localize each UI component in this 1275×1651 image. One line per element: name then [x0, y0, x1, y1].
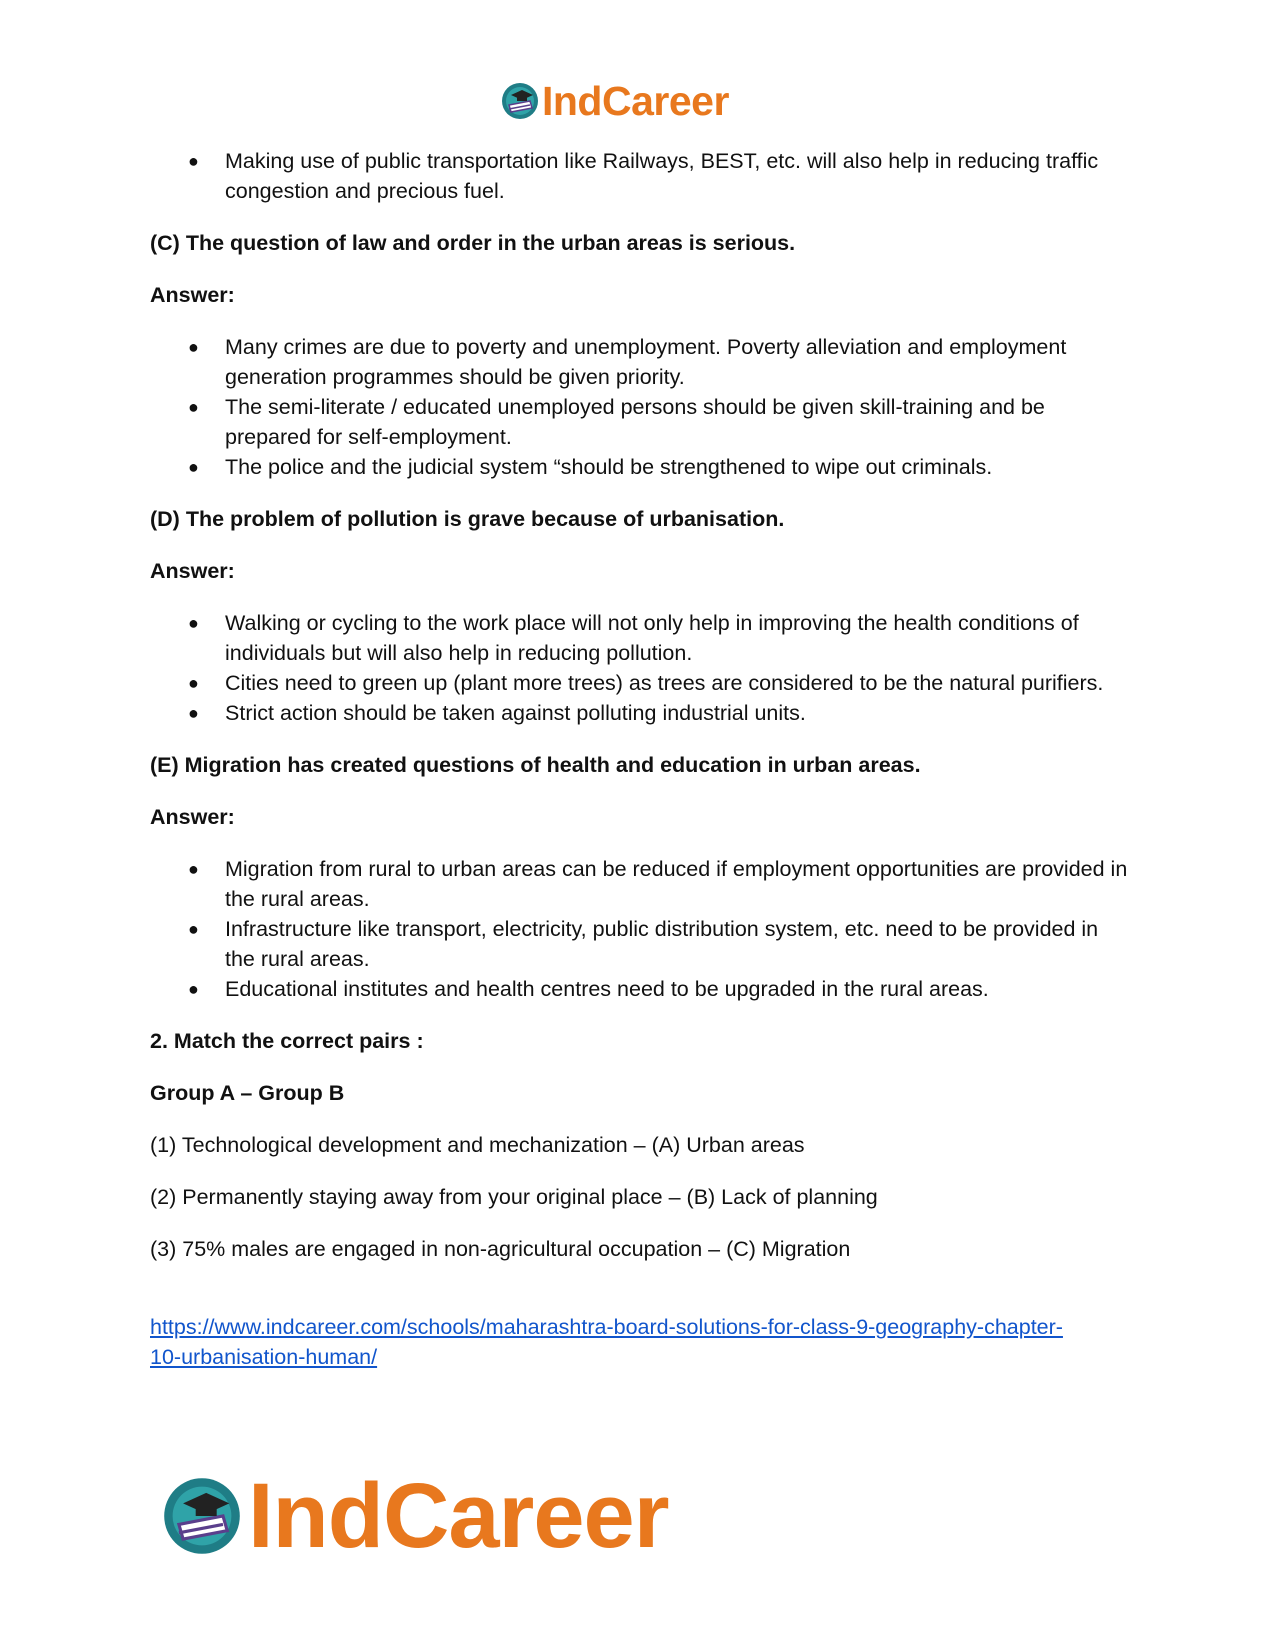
list-item: ● Making use of public transportation like Railways, BEST, etc. will also help in reducing traffic congestion and precious fuel. [150, 146, 1130, 206]
source-link[interactable] [150, 1312, 1135, 1372]
bullet-icon: ● [188, 703, 199, 723]
list-item: ● The semi-literate / educated unemployed persons should be given skill-training and be prepared for self-employment. [150, 392, 1130, 452]
answer-label: Answer: [150, 283, 235, 307]
answer-bullet-list [150, 332, 1130, 482]
header-logo [500, 78, 729, 124]
bullet-icon: ● [188, 151, 199, 171]
bullet-icon: ● [188, 673, 199, 693]
list-item: ● Cities need to green up (plant more trees) as trees are considered to be the natural purifiers. [150, 668, 1130, 698]
graduation-book-icon [500, 81, 540, 121]
list-item: ● Walking or cycling to the work place will not only help in improving the health conditions of individuals but will also help in reducing pollution. [150, 608, 1130, 668]
graduation-book-icon [160, 1474, 244, 1558]
group-heading: Group A – Group B [150, 1081, 345, 1105]
match-pair: (3) 75% males are engaged in non-agricultural occupation – (C) Migration [150, 1237, 851, 1261]
question-heading: (C) The question of law and order in the urban areas is serious. [150, 231, 796, 255]
question-heading: (E) Migration has created questions of health and education in urban areas. [150, 753, 921, 777]
answer-bullet-list [150, 608, 1130, 728]
bullet-icon: ● [188, 397, 199, 417]
bullet-icon: ● [188, 979, 199, 999]
source-link-line-1: https://www.indcareer.com/schools/maharashtra-board-solutions-for-class-9-geography-chapter- [150, 1315, 1063, 1339]
list-item: ● Migration from rural to urban areas can be reduced if employment opportunities are provided in the rural areas. [150, 854, 1130, 914]
brand-name: IndCareer [542, 78, 729, 124]
question-heading: (D) The problem of pollution is grave because of urbanisation. [150, 507, 785, 531]
source-link-line-2: 10-urbanisation-human/ [150, 1345, 378, 1369]
list-item: ● Educational institutes and health centres need to be upgraded in the rural areas. [150, 974, 1130, 1004]
bullet-icon: ● [188, 613, 199, 633]
list-item: ● Strict action should be taken against polluting industrial units. [150, 698, 1130, 728]
answer-label: Answer: [150, 805, 235, 829]
bullet-icon: ● [188, 337, 199, 357]
list-item: ● The police and the judicial system “should be strengthened to wipe out criminals. [150, 452, 1130, 482]
bullet-icon: ● [188, 859, 199, 879]
bullet-icon: ● [188, 919, 199, 939]
answer-label: Answer: [150, 559, 235, 583]
list-item: ● Many crimes are due to poverty and unemployment. Poverty alleviation and employment generation programmes should be given priority. [150, 332, 1130, 392]
bullet-icon: ● [188, 457, 199, 477]
document-body [150, 146, 1130, 1372]
brand-name: IndCareer [248, 1465, 669, 1567]
match-pair: (1) Technological development and mechanization – (A) Urban areas [150, 1133, 805, 1157]
footer-logo [160, 1466, 669, 1566]
intro-bullet-list [150, 146, 1130, 206]
list-item: ● Infrastructure like transport, electricity, public distribution system, etc. need to be provided in the rural areas. [150, 914, 1130, 974]
match-heading: 2. Match the correct pairs : [150, 1029, 424, 1053]
match-pair: (2) Permanently staying away from your original place – (B) Lack of planning [150, 1185, 878, 1209]
answer-bullet-list [150, 854, 1130, 1004]
